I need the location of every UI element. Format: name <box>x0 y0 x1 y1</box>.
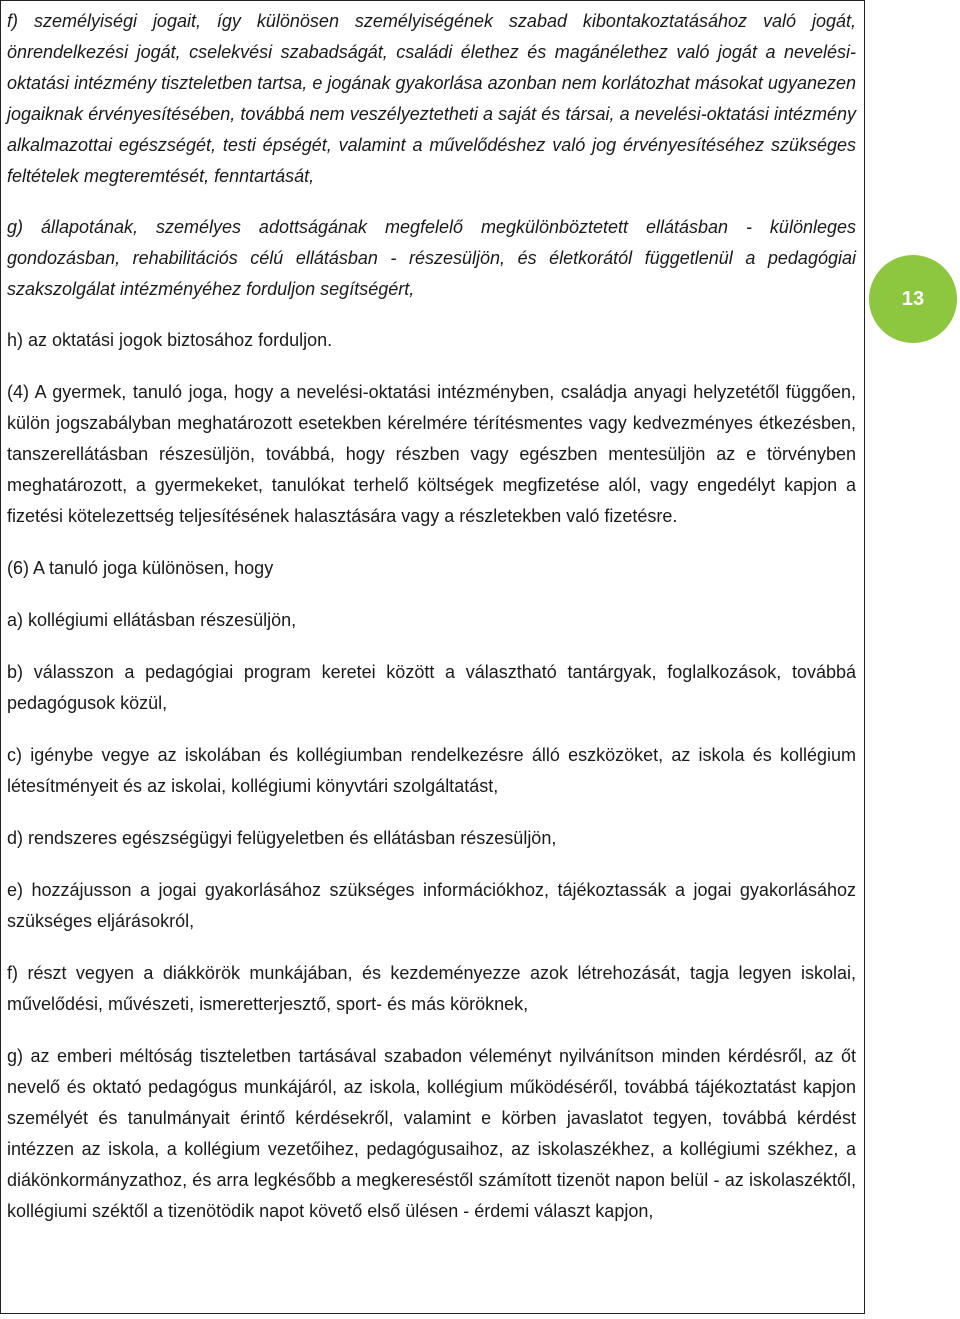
paragraph-h: h) az oktatási jogok biztosához forduljon. <box>7 330 333 350</box>
document-body <box>7 6 856 1227</box>
page-number-badge <box>869 255 957 343</box>
paragraph-4: (4) A gyermek, tanuló joga, hogy a nevelési-oktatási intézményben, családja anyagi helyzetétől függően, külön jogszabályban meghatározott esetekben kérelmére térítésmentes vagy kedvezményes étkezésben, tanszerellátásban részesüljön, továbbá, hogy részben vagy egészben mentesüljön az e törvényben meghatározott, a gyermekeket, tanulókat terhelő költségek megfizetése alól, vagy engedélyt kapjon a fizetési kötelezettség teljesítésének halasztására vagy a részletekben való fizetésre. <box>7 382 856 526</box>
paragraph-6-intro: (6) A tanuló joga különösen, hogy <box>7 558 274 578</box>
list-item-c: c) igénybe vegye az iskolában és kollégiumban rendelkezésre álló eszközöket, az iskola és kollégium létesítményeit és az iskolai, kollégiumi könyvtári szolgáltatást, <box>7 745 856 796</box>
page-number: 13 <box>901 287 925 310</box>
list-item-b: b) válasszon a pedagógiai program keretei között a választható tantárgyak, foglalkozások, továbbá pedagógusok közül, <box>7 662 856 713</box>
paragraph-g: g) állapotának, személyes adottságának megfelelő megkülönböztetett ellátásban - különleges gondozásban, rehabilitációs célú ellátásban - részesüljön, és életkorától függetlenül a pedagógiai szakszolgálat intézményéhez forduljon segítségért, <box>7 217 856 299</box>
list-item-a: a) kollégiumi ellátásban részesüljön, <box>7 610 297 630</box>
list-item-d: d) rendszeres egészségügyi felügyeletben és ellátásban részesüljön, <box>7 828 557 848</box>
list-item-e: e) hozzájusson a jogai gyakorlásához szükséges információkhoz, tájékoztassák a jogai gyakorlásához szükséges eljárásokról, <box>7 880 856 931</box>
list-item-f: f) részt vegyen a diákkörök munkájában, és kezdeményezze azok létrehozását, tagja legyen iskolai, művelődési, művészeti, ismeretterjesztő, sport- és más köröknek, <box>7 963 856 1014</box>
paragraph-f: f) személyiségi jogait, így különösen személyiségének szabad kibontakoztatásához való jogát, önrendelkezési jogát, cselekvési szabadságát, családi élethez és magánélethez való jogát a nevelési-oktatási intézmény tiszteletben tartsa, e jogának gyakorlása azonban nem korlátozhat másokat ugyanezen jogaiknak érvényesítésében, továbbá nem veszélyeztetheti a saját és társai, a nevelési-oktatási intézmény alkalmazottai egészségét, testi épségét, valamint a művelődéshez való jog érvényesítéséhez szükséges feltételek megteremtését, fenntartását, <box>7 11 856 186</box>
list-item-g: g) az emberi méltóság tiszteletben tartásával szabadon véleményt nyilvánítson minden kérdésről, az őt nevelő és oktató pedagógus munkájáról, az iskola, kollégium működéséről, továbbá tájékoztatást kapjon személyét és tanulmányait érintő kérdésekről, valamint e körben javaslatot tegyen, továbbá kérdést intézzen az iskola, a kollégium vezetőihez, pedagógusaihoz, az iskolaszékhez, a kollégiumi székhez, a diákönkormányzathoz, és arra legkésőbb a megkereséstől számított tizenöt napon belül - az iskolaszéktől, kollégiumi széktől a tizenötödik napot követő első ülésen - érdemi választ kapjon, <box>7 1046 856 1221</box>
